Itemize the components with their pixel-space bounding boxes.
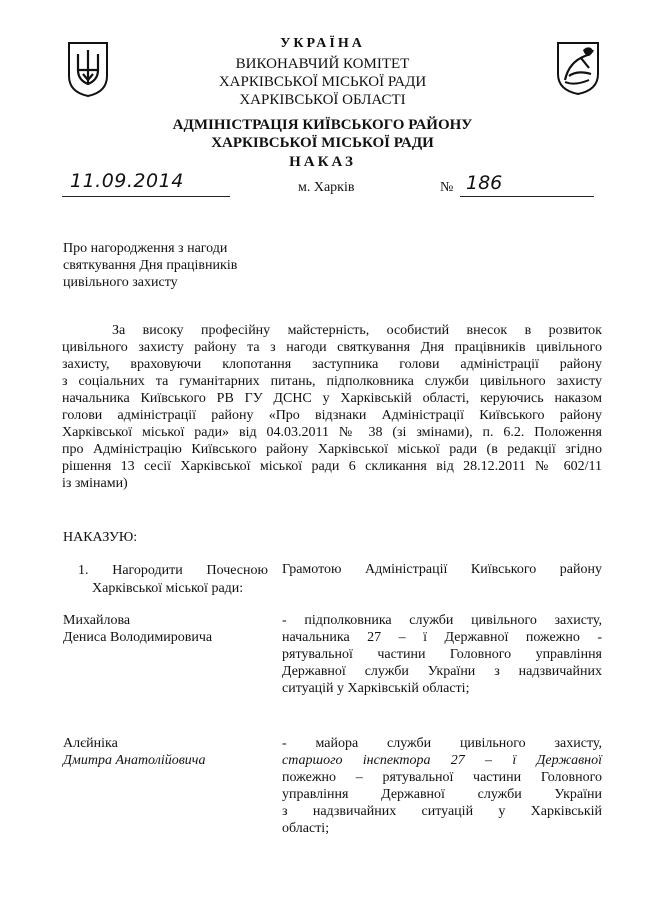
subject-line: святкування Дня працівників (63, 258, 238, 273)
committee-line-2: ХАРКІВСЬКОЇ МІСЬКОЇ РАДИ (218, 74, 427, 90)
body-line: Харківської міської ради» від 04.03.2011 № 38 (зі змінами), п. 6.2. Положення (62, 425, 602, 440)
admin-title-line-1: АДМІНІСТРАЦІЯ КИЇВСЬКОГО РАЙОНУ (172, 117, 473, 133)
desc-line: Державної служби України з надзвичайних (282, 664, 602, 679)
desc-line: - майора служби цивільного захисту, (282, 736, 602, 751)
subject-block (63, 240, 293, 291)
desc-line: рятувальної частини Головного управління (282, 647, 602, 662)
desc-line: пожежно – рятувальної частини Головного (282, 770, 602, 785)
item-1-right (282, 562, 602, 578)
item-word: Нагородити (112, 563, 183, 578)
admin-title-line-2: ХАРКІВСЬКОЇ МІСЬКОЇ РАДИ (211, 135, 434, 151)
awardee-description (282, 735, 602, 837)
desc-line: - підполковника служби цивільного захисту, (282, 613, 602, 628)
number-underline (460, 196, 594, 197)
subject-line: Про нагородження з нагоди (63, 241, 228, 256)
document-type: НАКАЗ (289, 154, 356, 170)
item-line-2: Харківської міської ради: (92, 581, 244, 596)
body-line: захисту, враховуючи клопотання заступника голови адміністрації району (62, 357, 602, 372)
body-line: За високу професійну майстерність, особистий внесок в розвиток (112, 323, 602, 338)
body-line: цивільного захисту району та з нагоди святкування Дня працівників цивільного (62, 340, 602, 355)
awardee-name (63, 735, 205, 769)
awardee-name (63, 612, 212, 646)
committee-line-1: ВИКОНАВЧИЙ КОМІТЕТ (235, 56, 410, 72)
item-1-left (78, 562, 268, 598)
preamble-paragraph (62, 322, 602, 492)
desc-line: з надзвичайних ситуацій у Харківській (282, 804, 602, 819)
item-word: Київського (470, 562, 537, 577)
item-word: Адміністрації (365, 562, 448, 577)
desc-line: управління Державної служби України (282, 787, 602, 802)
item-number: 1. (78, 563, 89, 578)
body-line: із змінами) (62, 476, 128, 491)
desc-line: ситуацій у Харківській області; (282, 681, 470, 696)
desc-line: начальника 27 – ї Державної пожежно - (282, 630, 602, 645)
awardee-surname: Михайлова (63, 613, 131, 628)
awardee-description (282, 612, 602, 697)
committee-line-3: ХАРКІВСЬКОЇ ОБЛАСТІ (239, 92, 406, 108)
handwritten-number: 186 (466, 172, 503, 194)
subject-line: цивільного захисту (63, 275, 178, 290)
order-word: НАКАЗУЮ: (63, 530, 138, 545)
number-label: № (440, 180, 454, 195)
city: м. Харків (298, 180, 355, 195)
body-line: про Адміністрацію Київського району Харківської міської ради (в редакції згідно (62, 442, 602, 457)
country-name: УКРАЇНА (280, 36, 365, 51)
body-line: рішення 13 сесії Харківської міської ради 6 скликання від 28.12.2011 № 602/11 (62, 459, 602, 474)
awardee-surname: Алєйніка (63, 736, 118, 751)
desc-line: області; (282, 821, 330, 836)
item-word: Почесною (206, 563, 268, 578)
date-underline (62, 196, 230, 197)
awardee-given-names: Дениса Володимировича (63, 630, 213, 645)
awardee-given-names: Дмитра Анатолійовича (63, 753, 206, 768)
body-line: начальника Київського РВ ГУ ДСНС у Харківській області, керуючись наказом (62, 391, 602, 406)
item-word: району (559, 562, 602, 577)
handwritten-date: 11.09.2014 (70, 170, 184, 192)
desc-line: старшого інспектора 27 – ї Державної (282, 753, 602, 768)
item-word: Грамотою (282, 562, 342, 577)
body-line: з соціальних та гуманітарних питань, підполковника служби цивільного захисту (62, 374, 602, 389)
body-line: голови адміністрації району «Про відзнаки Адміністрації Київського району (62, 408, 602, 423)
